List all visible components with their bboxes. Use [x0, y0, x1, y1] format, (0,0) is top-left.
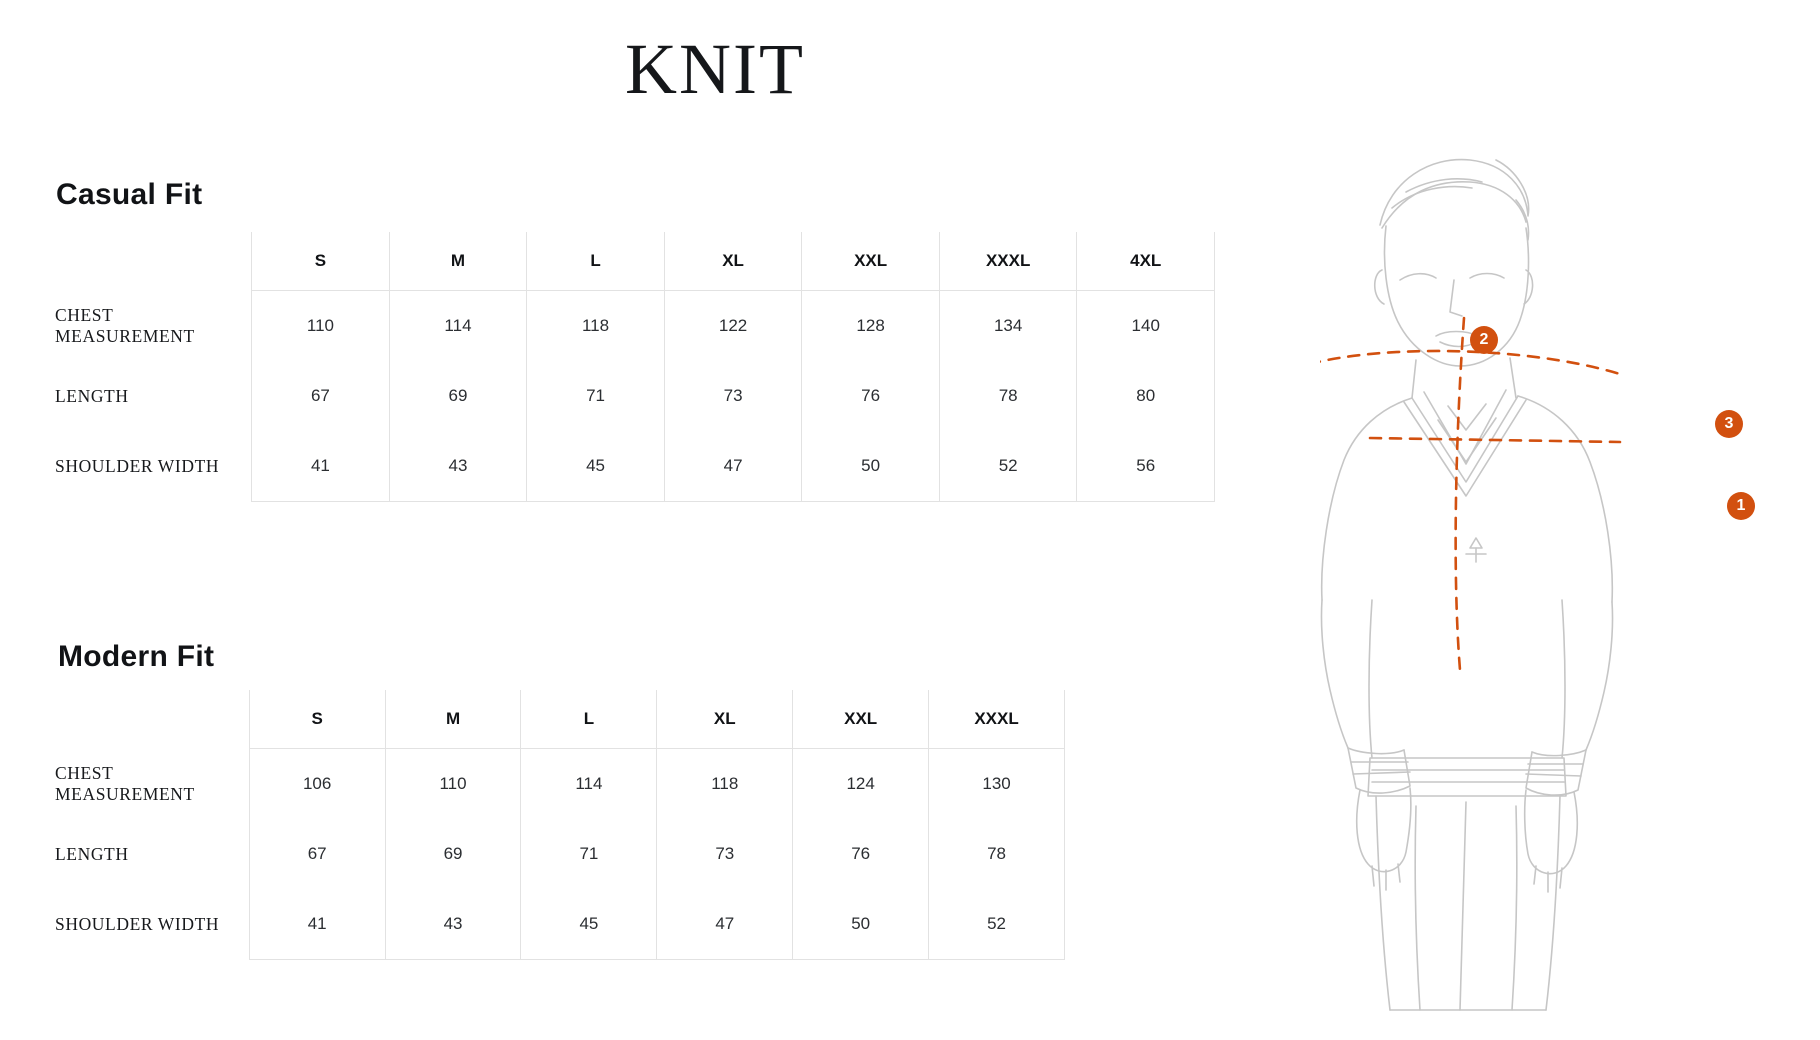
section-heading-casual-fit: Casual Fit	[56, 178, 203, 211]
cell-shoulder-xxxl: 52	[929, 889, 1065, 960]
row-label-length: LENGTH	[50, 819, 249, 889]
table-row	[50, 819, 1065, 889]
row-label-chest-measurement: CHEST MEASUREMENT	[50, 749, 249, 820]
cell-shoulder-xxl: 50	[802, 431, 940, 502]
column-header-4xl: 4XL	[1077, 232, 1215, 291]
column-header-xl: XL	[664, 232, 802, 291]
column-header-xxl: XXL	[793, 690, 929, 749]
cell-chest-xxl: 124	[793, 749, 929, 820]
cell-length-xxl: 76	[793, 819, 929, 889]
table-row	[50, 749, 1065, 820]
cell-chest-xxxl: 130	[929, 749, 1065, 820]
cell-chest-xl: 118	[657, 749, 793, 820]
cell-shoulder-xl: 47	[657, 889, 793, 960]
table-body-casual	[50, 291, 1215, 502]
cell-length-xxl: 76	[802, 361, 940, 431]
guide-line-2	[1456, 318, 1464, 670]
page-title: KNIT	[625, 29, 805, 109]
cell-length-s: 67	[249, 819, 385, 889]
cell-shoulder-xxl: 50	[793, 889, 929, 960]
row-label-length: LENGTH	[50, 361, 252, 431]
cell-chest-m: 114	[389, 291, 527, 362]
cell-chest-s: 110	[252, 291, 390, 362]
cell-length-l: 71	[521, 819, 657, 889]
cell-shoulder-4xl: 56	[1077, 431, 1215, 502]
measurement-marker-3: 3	[1715, 410, 1743, 438]
cell-chest-m: 110	[385, 749, 521, 820]
table-row	[50, 431, 1215, 502]
table-header-modern	[50, 690, 1065, 749]
cell-shoulder-s: 41	[249, 889, 385, 960]
cell-shoulder-l: 45	[527, 431, 665, 502]
column-header-xxxl: XXXL	[939, 232, 1077, 291]
cell-shoulder-m: 43	[389, 431, 527, 502]
cell-chest-xxxl: 134	[939, 291, 1077, 362]
cell-chest-l: 118	[527, 291, 665, 362]
measurement-guide-lines	[1320, 318, 1620, 670]
knitwear-model-drawing	[1320, 130, 1820, 1040]
section-heading-modern-fit: Modern Fit	[58, 640, 215, 673]
cell-chest-l: 114	[521, 749, 657, 820]
cell-length-xxxl: 78	[939, 361, 1077, 431]
cell-shoulder-s: 41	[252, 431, 390, 502]
column-header-xxxl: XXXL	[929, 690, 1065, 749]
measurement-marker-2: 2	[1470, 326, 1498, 354]
column-header-m: M	[385, 690, 521, 749]
cell-length-4xl: 80	[1077, 361, 1215, 431]
measurement-figure-illustration	[1320, 130, 1820, 1040]
table-header-row	[50, 232, 1215, 291]
column-header-blank	[50, 232, 252, 291]
table-row	[50, 291, 1215, 362]
guide-line-3	[1320, 351, 1620, 374]
row-label-shoulder-width: SHOULDER WIDTH	[50, 431, 252, 502]
table-row	[50, 889, 1065, 960]
column-header-m: M	[389, 232, 527, 291]
cell-length-xl: 73	[657, 819, 793, 889]
cell-chest-s: 106	[249, 749, 385, 820]
cell-chest-xl: 122	[664, 291, 802, 362]
cell-shoulder-xl: 47	[664, 431, 802, 502]
size-table-modern-fit	[50, 690, 1065, 960]
row-label-shoulder-width: SHOULDER WIDTH	[50, 889, 249, 960]
row-label-chest-measurement: CHEST MEASUREMENT	[50, 291, 252, 362]
column-header-l: L	[521, 690, 657, 749]
table-header-row	[50, 690, 1065, 749]
table-body-modern	[50, 749, 1065, 960]
measurement-marker-1: 1	[1727, 492, 1755, 520]
size-table-casual-fit	[50, 232, 1215, 502]
table-header-casual	[50, 232, 1215, 291]
column-header-s: S	[252, 232, 390, 291]
cell-chest-xxl: 128	[802, 291, 940, 362]
column-header-s: S	[249, 690, 385, 749]
cell-length-m: 69	[385, 819, 521, 889]
column-header-l: L	[527, 232, 665, 291]
column-header-blank	[50, 690, 249, 749]
cell-length-s: 67	[252, 361, 390, 431]
cell-shoulder-l: 45	[521, 889, 657, 960]
column-header-xxl: XXL	[802, 232, 940, 291]
cell-length-m: 69	[389, 361, 527, 431]
cell-length-l: 71	[527, 361, 665, 431]
cell-length-xl: 73	[664, 361, 802, 431]
table-row	[50, 361, 1215, 431]
guide-line-1	[1370, 438, 1620, 442]
cell-shoulder-xxxl: 52	[939, 431, 1077, 502]
column-header-xl: XL	[657, 690, 793, 749]
cell-chest-4xl: 140	[1077, 291, 1215, 362]
cell-shoulder-m: 43	[385, 889, 521, 960]
cell-length-xxxl: 78	[929, 819, 1065, 889]
